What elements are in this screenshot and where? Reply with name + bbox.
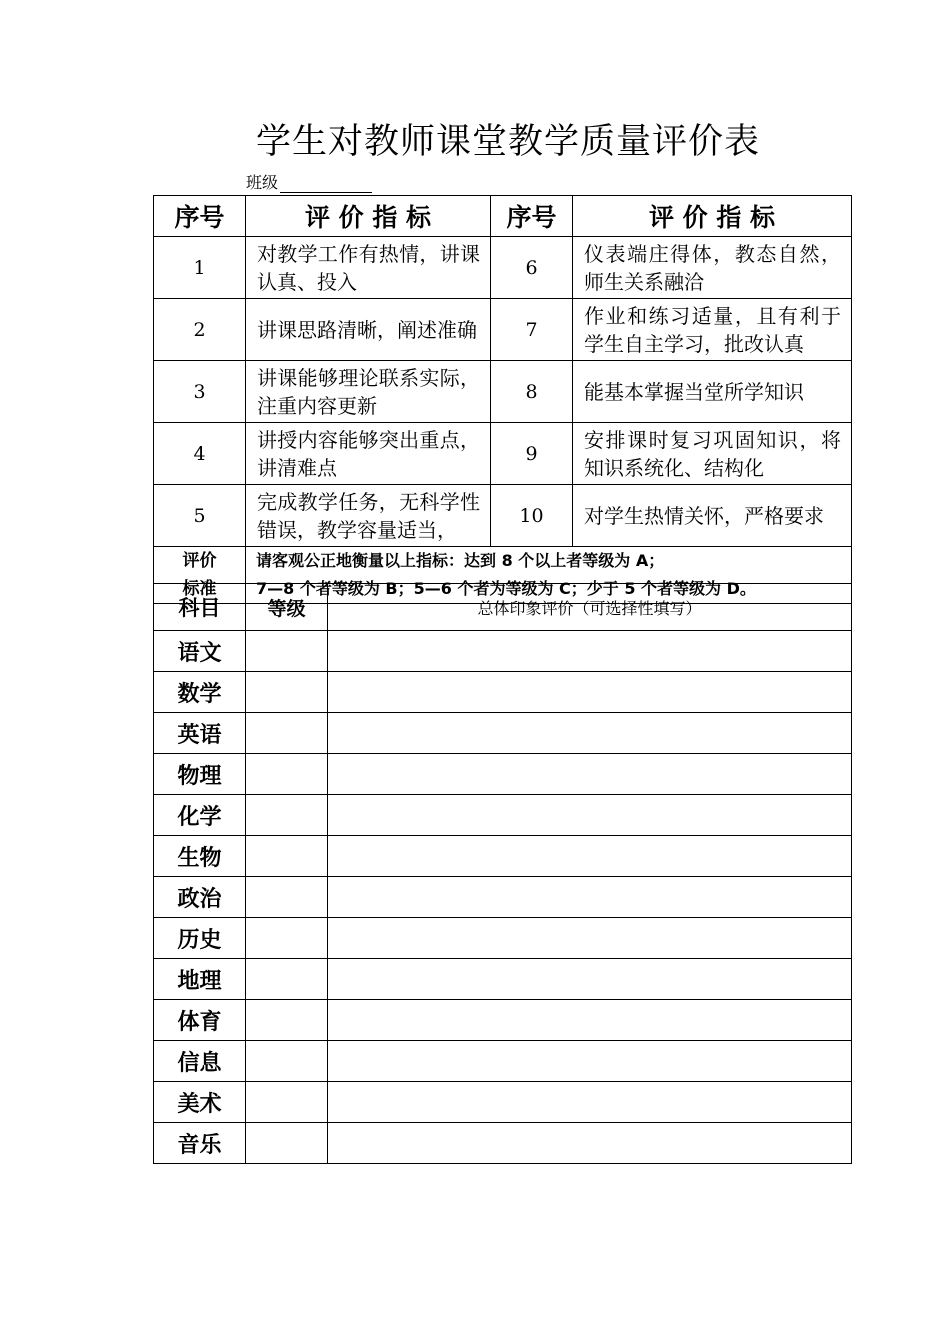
subject-name: 物理 [154, 754, 246, 795]
overall-cell[interactable] [328, 1000, 852, 1041]
subject-row [154, 1123, 852, 1164]
indicator-row [154, 423, 852, 485]
subject-row [154, 713, 852, 754]
overall-cell[interactable] [328, 1041, 852, 1082]
seq-header-left: 序号 [154, 196, 246, 237]
grade-cell[interactable] [246, 1041, 328, 1082]
subject-row [154, 672, 852, 713]
subject-name: 生物 [154, 836, 246, 877]
grade-cell[interactable] [246, 713, 328, 754]
seq-header-right: 序号 [491, 196, 573, 237]
subject-name: 政治 [154, 877, 246, 918]
overall-cell[interactable] [328, 672, 852, 713]
subject-header-row [154, 584, 852, 631]
indicator-text: 讲课思路清晰，阐述准确 [246, 299, 491, 361]
grade-cell[interactable] [246, 672, 328, 713]
grade-cell[interactable] [246, 959, 328, 1000]
indicator-row [154, 485, 852, 547]
overall-cell[interactable] [328, 918, 852, 959]
class-blank-line[interactable] [280, 176, 372, 193]
indicator-no: 2 [154, 299, 246, 361]
grade-cell[interactable] [246, 795, 328, 836]
overall-cell[interactable] [328, 754, 852, 795]
overall-cell[interactable] [328, 1082, 852, 1123]
criteria-label-line: 标准 [182, 579, 217, 599]
subject-name: 音乐 [154, 1123, 246, 1164]
grade-cell[interactable] [246, 836, 328, 877]
indicator-no: 1 [154, 237, 246, 299]
criteria-line: 7—8 个者等级为 B；5—6 个者为等级为 C；少于 5 个者等级为 D。 [256, 579, 756, 598]
indicator-row [154, 361, 852, 423]
subject-name: 语文 [154, 631, 246, 672]
subject-name: 数学 [154, 672, 246, 713]
grade-cell[interactable] [246, 1082, 328, 1123]
grade-cell[interactable] [246, 1000, 328, 1041]
subject-name: 美术 [154, 1082, 246, 1123]
indicator-row [154, 237, 852, 299]
indicator-header-left: 评 价 指 标 [246, 196, 491, 237]
subject-row [154, 836, 852, 877]
indicator-no: 10 [491, 485, 573, 547]
subject-row [154, 877, 852, 918]
indicator-text: 仪表端庄得体，教态自然，师生关系融洽 [573, 237, 852, 299]
overall-cell[interactable] [328, 1123, 852, 1164]
class-field[interactable] [246, 170, 372, 193]
indicator-text: 对教学工作有热情，讲课认真、投入 [246, 237, 491, 299]
indicator-no: 5 [154, 485, 246, 547]
subject-row [154, 754, 852, 795]
grade-cell[interactable] [246, 877, 328, 918]
class-label: 班级 [246, 173, 279, 192]
subject-row [154, 1041, 852, 1082]
indicator-header-right: 评 价 指 标 [573, 196, 852, 237]
criteria-label-line: 评价 [182, 551, 217, 571]
indicator-no: 9 [491, 423, 573, 485]
indicator-text: 安排课时复习巩固知识，将知识系统化、结构化 [573, 423, 852, 485]
subject-table [153, 583, 852, 1164]
grade-cell[interactable] [246, 631, 328, 672]
subject-name: 化学 [154, 795, 246, 836]
overall-cell[interactable] [328, 877, 852, 918]
indicator-text: 讲课能够理论联系实际，注重内容更新 [246, 361, 491, 423]
criteria-line: 请客观公正地衡量以上指标：达到 8 个以上者等级为 A； [256, 551, 665, 570]
indicator-no: 4 [154, 423, 246, 485]
grade-header: 等级 [246, 584, 328, 631]
indicator-row [154, 299, 852, 361]
subject-row [154, 631, 852, 672]
grade-cell[interactable] [246, 918, 328, 959]
subject-row [154, 918, 852, 959]
overall-cell[interactable] [328, 631, 852, 672]
indicator-table [153, 195, 852, 604]
overall-cell[interactable] [328, 713, 852, 754]
indicator-text: 讲授内容能够突出重点，讲清难点 [246, 423, 491, 485]
subject-name: 地理 [154, 959, 246, 1000]
subject-name: 历史 [154, 918, 246, 959]
indicator-text: 对学生热情关怀，严格要求 [573, 485, 852, 547]
indicator-no: 3 [154, 361, 246, 423]
indicator-header-row [154, 196, 852, 237]
overall-cell[interactable] [328, 959, 852, 1000]
subject-row [154, 795, 852, 836]
page-title: 学生对教师课堂教学质量评价表 [255, 122, 760, 162]
subject-name: 英语 [154, 713, 246, 754]
indicator-text: 能基本掌握当堂所学知识 [573, 361, 852, 423]
subject-name: 体育 [154, 1000, 246, 1041]
subject-row [154, 1000, 852, 1041]
overall-cell[interactable] [328, 795, 852, 836]
grade-cell[interactable] [246, 1123, 328, 1164]
subject-header: 科目 [154, 584, 246, 631]
indicator-no: 7 [491, 299, 573, 361]
indicator-text: 作业和练习适量，且有利于学生自主学习，批改认真 [573, 299, 852, 361]
subject-row [154, 959, 852, 1000]
subject-row [154, 1082, 852, 1123]
indicator-no: 8 [491, 361, 573, 423]
overall-cell[interactable] [328, 836, 852, 877]
grade-cell[interactable] [246, 754, 328, 795]
subject-name: 信息 [154, 1041, 246, 1082]
indicator-no: 6 [491, 237, 573, 299]
indicator-text: 完成教学任务，无科学性错误，教学容量适当， [246, 485, 491, 547]
overall-header: 总体印象评价（可选择性填写） [328, 584, 852, 631]
